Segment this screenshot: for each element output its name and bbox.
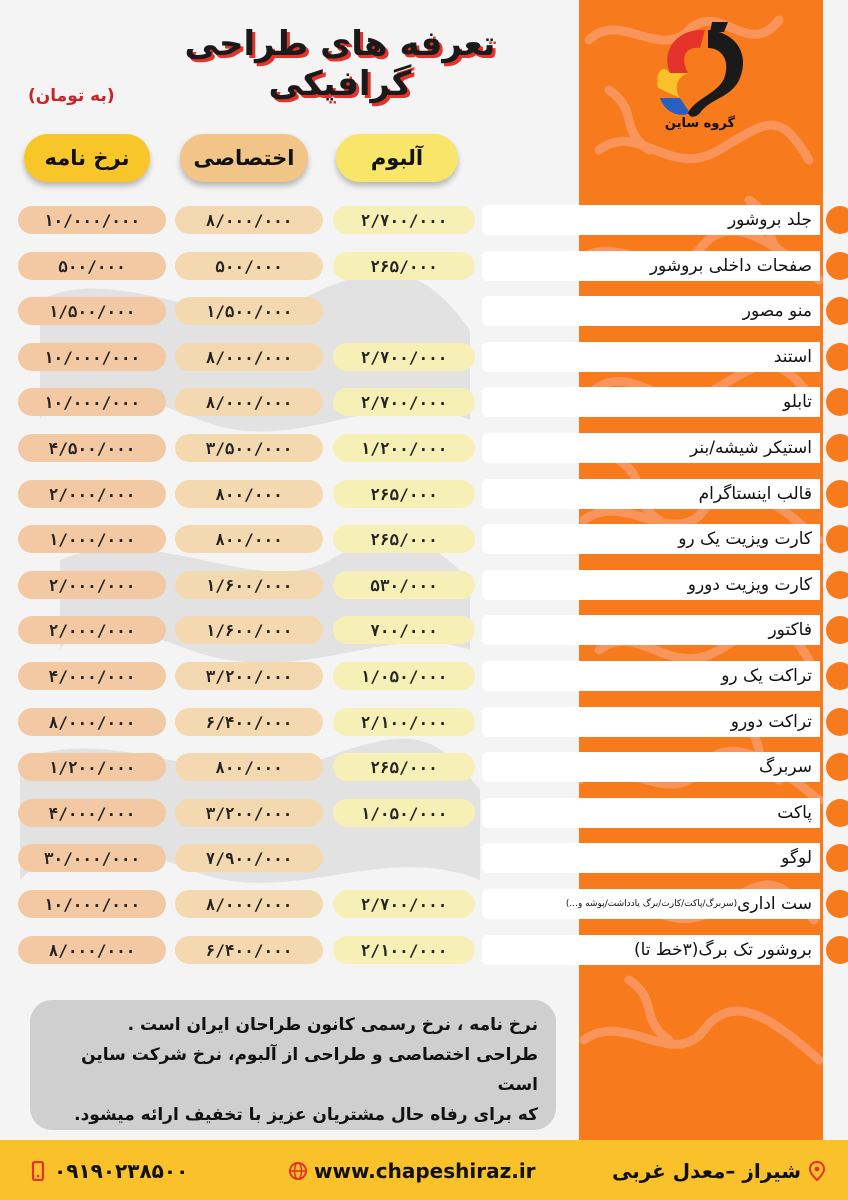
price-custom: ۸/۰۰۰/۰۰۰ bbox=[175, 890, 323, 918]
price-custom: ۳/۲۰۰/۰۰۰ bbox=[175, 662, 323, 690]
price-rate: ۲/۰۰۰/۰۰۰ bbox=[18, 480, 166, 508]
service-name: بروشور تک برگ(۳خط تا) bbox=[633, 940, 812, 960]
row-marker bbox=[826, 525, 848, 553]
service-name: صفحات داخلی بروشور bbox=[649, 256, 812, 276]
price-rate: ۳۰/۰۰۰/۰۰۰ bbox=[18, 844, 166, 872]
table-row bbox=[0, 796, 848, 830]
column-header-rate: نرخ نامه bbox=[24, 134, 150, 182]
logo-text: گروه ساین bbox=[664, 116, 736, 131]
row-label bbox=[482, 342, 820, 372]
price-rate: ۸/۰۰۰/۰۰۰ bbox=[18, 708, 166, 736]
price-custom: ۸/۰۰۰/۰۰۰ bbox=[175, 206, 323, 234]
address-text: شیراز –معدل غربی bbox=[612, 1159, 801, 1183]
table-row bbox=[0, 249, 848, 283]
row-label bbox=[482, 752, 820, 782]
service-name: قالب اینستاگرام bbox=[698, 484, 812, 504]
row-label bbox=[482, 251, 820, 281]
row-marker bbox=[826, 936, 848, 964]
footer-phone[interactable] bbox=[22, 1157, 188, 1185]
service-name: کارت ویزیت یک رو bbox=[678, 529, 812, 549]
price-album: ۲/۷۰۰/۰۰۰ bbox=[333, 206, 475, 234]
footer-website[interactable] bbox=[282, 1157, 536, 1185]
price-custom: ۸۰۰/۰۰۰ bbox=[175, 525, 323, 553]
price-album: ۲/۷۰۰/۰۰۰ bbox=[333, 388, 475, 416]
price-album: ۲/۱۰۰/۰۰۰ bbox=[333, 936, 475, 964]
price-album: ۲/۷۰۰/۰۰۰ bbox=[333, 343, 475, 371]
row-label bbox=[482, 205, 820, 235]
service-name: تراکت دورو bbox=[730, 712, 812, 732]
column-header-custom: اختصاصی bbox=[180, 134, 308, 182]
price-rate: ۱/۵۰۰/۰۰۰ bbox=[18, 297, 166, 325]
row-marker bbox=[826, 844, 848, 872]
price-custom: ۶/۴۰۰/۰۰۰ bbox=[175, 936, 323, 964]
price-album: ۵۳۰/۰۰۰ bbox=[333, 571, 475, 599]
table-row bbox=[0, 477, 848, 511]
row-label bbox=[482, 387, 820, 417]
price-custom: ۱/۶۰۰/۰۰۰ bbox=[175, 571, 323, 599]
row-marker bbox=[826, 388, 848, 416]
service-name: تراکت یک رو bbox=[721, 666, 812, 686]
row-label bbox=[482, 843, 820, 873]
note-line-3: که برای رفاه حال مشتریان عزیز با تخفیف ارائه میشود. bbox=[74, 1105, 538, 1125]
price-rate: ۱۰/۰۰۰/۰۰۰ bbox=[18, 890, 166, 918]
row-label bbox=[482, 433, 820, 463]
table-row bbox=[0, 705, 848, 739]
row-label bbox=[482, 707, 820, 737]
page-title: تعرفه های طراحی گرافیکی bbox=[184, 24, 496, 104]
table-row bbox=[0, 203, 848, 237]
price-rate: ۴/۰۰۰/۰۰۰ bbox=[18, 799, 166, 827]
price-rate: ۱/۲۰۰/۰۰۰ bbox=[18, 753, 166, 781]
row-marker bbox=[826, 206, 848, 234]
row-label bbox=[482, 296, 820, 326]
row-marker bbox=[826, 343, 848, 371]
pricing-note bbox=[30, 1000, 556, 1130]
table-row bbox=[0, 933, 848, 967]
note-line-2: طراحی اختصاصی و طراحی از آلبوم، نرخ شرکت ساین است bbox=[81, 1045, 538, 1095]
service-name: فاکتور bbox=[768, 620, 812, 640]
price-album: ۲/۱۰۰/۰۰۰ bbox=[333, 708, 475, 736]
price-custom: ۷/۹۰۰/۰۰۰ bbox=[175, 844, 323, 872]
price-custom: ۵۰۰/۰۰۰ bbox=[175, 252, 323, 280]
row-marker bbox=[826, 662, 848, 690]
row-label bbox=[482, 889, 820, 919]
price-album: ۲/۷۰۰/۰۰۰ bbox=[333, 890, 475, 918]
price-album: ۱/۰۵۰/۰۰۰ bbox=[333, 799, 475, 827]
row-marker bbox=[826, 890, 848, 918]
price-album: ۲۶۵/۰۰۰ bbox=[333, 753, 475, 781]
row-label bbox=[482, 798, 820, 828]
price-custom: ۸۰۰/۰۰۰ bbox=[175, 753, 323, 781]
row-label bbox=[482, 615, 820, 645]
row-marker bbox=[826, 799, 848, 827]
price-rate: ۴/۰۰۰/۰۰۰ bbox=[18, 662, 166, 690]
table-row bbox=[0, 340, 848, 374]
row-marker bbox=[826, 252, 848, 280]
table-row bbox=[0, 522, 848, 556]
price-custom: ۳/۵۰۰/۰۰۰ bbox=[175, 434, 323, 462]
table-row bbox=[0, 659, 848, 693]
row-marker bbox=[826, 616, 848, 644]
price-rate: ۱/۰۰۰/۰۰۰ bbox=[18, 525, 166, 553]
price-rate: ۱۰/۰۰۰/۰۰۰ bbox=[18, 206, 166, 234]
price-album: ۱/۲۰۰/۰۰۰ bbox=[333, 434, 475, 462]
price-rate: ۲/۰۰۰/۰۰۰ bbox=[18, 616, 166, 644]
price-album: ۲۶۵/۰۰۰ bbox=[333, 525, 475, 553]
service-detail: (سربرگ/پاکت/کارت/برگ یادداشت/پوشه و...) bbox=[565, 899, 738, 909]
row-marker bbox=[826, 297, 848, 325]
service-name: منو مصور bbox=[742, 301, 812, 321]
service-name: سربرگ bbox=[759, 757, 812, 777]
table-row bbox=[0, 613, 848, 647]
price-rate: ۱۰/۰۰۰/۰۰۰ bbox=[18, 388, 166, 416]
row-marker bbox=[826, 480, 848, 508]
table-row bbox=[0, 887, 848, 921]
service-name: پاکت bbox=[777, 803, 812, 823]
note-line-1: نرخ نامه ، نرخ رسمی کانون طراحان ایران است . bbox=[127, 1015, 538, 1035]
row-label bbox=[482, 570, 820, 600]
price-custom: ۱/۶۰۰/۰۰۰ bbox=[175, 616, 323, 644]
row-marker bbox=[826, 753, 848, 781]
price-album: ۲۶۵/۰۰۰ bbox=[333, 252, 475, 280]
table-row bbox=[0, 294, 848, 328]
website-url: www.chapeshiraz.ir bbox=[314, 1159, 536, 1183]
price-rate: ۱۰/۰۰۰/۰۰۰ bbox=[18, 343, 166, 371]
table-row bbox=[0, 841, 848, 875]
phone-number: ۰۹۱۹۰۲۳۸۵۰۰ bbox=[54, 1159, 189, 1183]
price-album: ۷۰۰/۰۰۰ bbox=[333, 616, 475, 644]
footer-address bbox=[612, 1157, 833, 1185]
price-rate: ۲/۰۰۰/۰۰۰ bbox=[18, 571, 166, 599]
price-custom: ۶/۴۰۰/۰۰۰ bbox=[175, 708, 323, 736]
table-row bbox=[0, 385, 848, 419]
service-name: استند bbox=[773, 347, 812, 367]
price-custom: ۳/۲۰۰/۰۰۰ bbox=[175, 799, 323, 827]
column-header-album: آلبوم bbox=[336, 134, 458, 182]
service-name: تابلو bbox=[782, 392, 812, 412]
price-rate: ۴/۵۰۰/۰۰۰ bbox=[18, 434, 166, 462]
row-label bbox=[482, 524, 820, 554]
table-row bbox=[0, 568, 848, 602]
phone-icon bbox=[28, 1161, 48, 1181]
row-marker bbox=[826, 571, 848, 599]
row-label bbox=[482, 661, 820, 691]
service-name: کارت ویزیت دورو bbox=[687, 575, 812, 595]
globe-icon bbox=[288, 1161, 308, 1181]
service-name: ست اداری bbox=[737, 894, 812, 914]
row-label bbox=[482, 479, 820, 509]
location-pin-icon bbox=[807, 1161, 827, 1181]
price-custom: ۸/۰۰۰/۰۰۰ bbox=[175, 343, 323, 371]
row-label bbox=[482, 935, 820, 965]
row-marker bbox=[826, 434, 848, 462]
service-name: جلد بروشور bbox=[727, 210, 812, 230]
price-album: ۲۶۵/۰۰۰ bbox=[333, 480, 475, 508]
price-custom: ۸/۰۰۰/۰۰۰ bbox=[175, 388, 323, 416]
currency-unit-note: (به تومان) bbox=[28, 86, 115, 106]
row-marker bbox=[826, 708, 848, 736]
table-row bbox=[0, 431, 848, 465]
service-name: لوگو bbox=[781, 848, 812, 868]
table-row bbox=[0, 750, 848, 784]
price-custom: ۱/۵۰۰/۰۰۰ bbox=[175, 297, 323, 325]
service-name: استیکر شیشه/بنر bbox=[689, 438, 812, 458]
price-album: ۱/۰۵۰/۰۰۰ bbox=[333, 662, 475, 690]
price-rate: ۵۰۰/۰۰۰ bbox=[18, 252, 166, 280]
price-rate: ۸/۰۰۰/۰۰۰ bbox=[18, 936, 166, 964]
price-custom: ۸۰۰/۰۰۰ bbox=[175, 480, 323, 508]
